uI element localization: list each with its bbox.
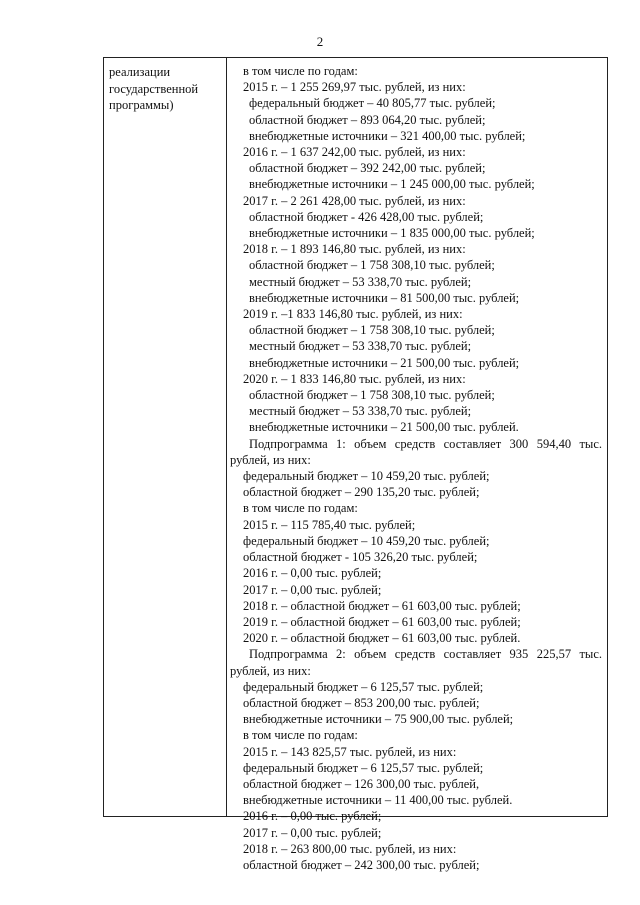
text-line: областной бюджет – 853 200,00 тыс. рублей; bbox=[243, 695, 480, 710]
text-line: 2016 г. – 0,00 тыс. рублей; bbox=[243, 809, 382, 824]
text-line: в том числе по годам: bbox=[243, 64, 358, 78]
text-line: областной бюджет – 126 300,00 тыс. рублей, bbox=[243, 776, 480, 791]
text-line: федеральный бюджет – 40 805,77 тыс. рублей; bbox=[249, 96, 496, 111]
text-line: областной бюджет – 1 758 308,10 тыс. рублей; bbox=[249, 388, 495, 403]
right-cell bbox=[230, 63, 602, 873]
text-line: 2020 г. – областной бюджет – 61 603,00 тыс. рублей. bbox=[243, 631, 521, 646]
text-line: областной бюджет – 290 135,20 тыс. рублей; bbox=[243, 485, 480, 500]
text-line: 2017 г. – 0,00 тыс. рублей; bbox=[243, 582, 382, 597]
text-line: внебюджетные источники – 21 500,00 тыс. рублей. bbox=[249, 420, 519, 435]
column-divider bbox=[226, 58, 227, 816]
text-line: федеральный бюджет – 10 459,20 тыс. рублей; bbox=[243, 533, 490, 548]
paragraph: Подпрограмма 1: объем средств составляет 300 594,40 тыс. рублей, из них: bbox=[230, 436, 602, 467]
text-line: областной бюджет – 893 064,20 тыс. рублей; bbox=[249, 112, 486, 127]
text-line: областной бюджет - 105 326,20 тыс. рублей; bbox=[243, 550, 478, 565]
text-line: областной бюджет – 392 242,00 тыс. рублей; bbox=[249, 161, 486, 176]
left-cell-line: государственной bbox=[109, 81, 199, 96]
left-cell-line: реализации bbox=[109, 65, 171, 79]
text-line: 2015 г. – 143 825,57 тыс. рублей, из них: bbox=[243, 744, 457, 759]
text-line: федеральный бюджет – 6 125,57 тыс. рублей; bbox=[243, 760, 484, 775]
text-line: 2019 г. – областной бюджет – 61 603,00 тыс. рублей; bbox=[243, 614, 521, 629]
text-line: в том числе по годам: bbox=[243, 728, 358, 743]
text-line: местный бюджет – 53 338,70 тыс. рублей; bbox=[249, 339, 472, 354]
text-line: 2015 г. – 1 255 269,97 тыс. рублей, из них: bbox=[243, 80, 466, 95]
text-line: внебюджетные источники – 321 400,00 тыс. рублей; bbox=[249, 128, 526, 143]
text-line: 2016 г. – 1 637 242,00 тыс. рублей, из них: bbox=[243, 145, 466, 160]
text-line: внебюджетные источники – 81 500,00 тыс. рублей; bbox=[249, 290, 520, 305]
text-line: областной бюджет – 1 758 308,10 тыс. рублей; bbox=[249, 323, 495, 338]
text-line: федеральный бюджет – 10 459,20 тыс. рублей; bbox=[243, 469, 490, 484]
text-line: 2018 г. – 263 800,00 тыс. рублей, из них: bbox=[243, 841, 457, 856]
text-line: федеральный бюджет – 6 125,57 тыс. рублей; bbox=[243, 679, 484, 694]
text-line: внебюджетные источники – 75 900,00 тыс. рублей; bbox=[243, 712, 514, 727]
text-line: 2018 г. – 1 893 146,80 тыс. рублей, из них: bbox=[243, 242, 466, 257]
text-line: в том числе по годам: bbox=[243, 501, 358, 516]
text-line: 2018 г. – областной бюджет – 61 603,00 тыс. рублей; bbox=[243, 598, 521, 613]
text-line: 2016 г. – 0,00 тыс. рублей; bbox=[243, 566, 382, 581]
text-line: внебюджетные источники – 11 400,00 тыс. рублей. bbox=[243, 793, 513, 808]
text-line: местный бюджет – 53 338,70 тыс. рублей; bbox=[249, 274, 472, 289]
program-table bbox=[103, 57, 608, 872]
left-cell bbox=[109, 64, 221, 114]
text-line: 2020 г. – 1 833 146,80 тыс. рублей, из них: bbox=[243, 371, 466, 386]
text-line: местный бюджет – 53 338,70 тыс. рублей; bbox=[249, 404, 472, 419]
text-line: внебюджетные источники – 1 835 000,00 тыс. рублей; bbox=[249, 226, 535, 241]
text-line: 2017 г. – 0,00 тыс. рублей; bbox=[243, 825, 382, 840]
text-line: внебюджетные источники – 21 500,00 тыс. рублей; bbox=[249, 355, 520, 370]
text-line: 2015 г. – 115 785,40 тыс. рублей; bbox=[243, 517, 416, 532]
text-line: областной бюджет - 426 428,00 тыс. рублей; bbox=[249, 209, 484, 224]
text-line: 2019 г. –1 833 146,80 тыс. рублей, из них: bbox=[243, 307, 463, 322]
paragraph: Подпрограмма 2: объем средств составляет 935 225,57 тыс. рублей, из них: bbox=[230, 647, 602, 678]
text-line: областной бюджет – 242 300,00 тыс. рублей; bbox=[243, 857, 480, 872]
text-line: внебюджетные источники – 1 245 000,00 тыс. рублей; bbox=[249, 177, 535, 192]
text-line: 2017 г. – 2 261 428,00 тыс. рублей, из них: bbox=[243, 193, 466, 208]
page-number: 2 bbox=[316, 34, 324, 49]
text-line: областной бюджет – 1 758 308,10 тыс. рублей; bbox=[249, 258, 495, 273]
left-cell-line: программы) bbox=[109, 98, 174, 112]
